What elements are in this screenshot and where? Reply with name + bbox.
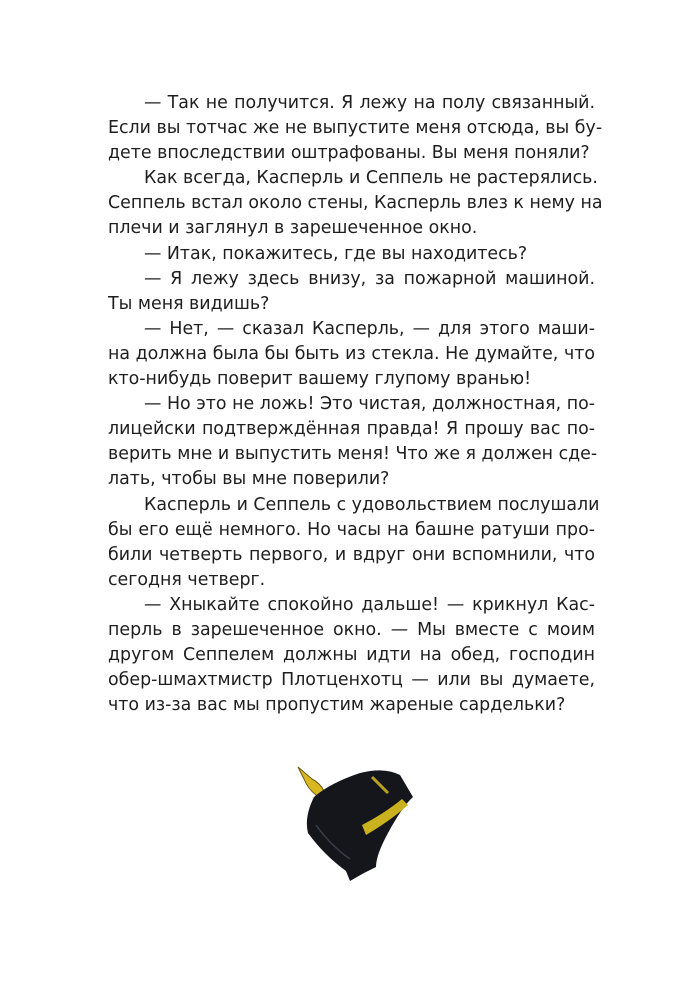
text-line: Сеппель встал около стены, Касперль влез к нему на — [108, 193, 603, 214]
text-line: что из-за вас мы пропустим жареные сардельки? — [108, 695, 566, 716]
text-line: лицейски подтверждённая правда! Я прошу вас по- — [108, 419, 595, 440]
text-line: дете впоследствии оштрафованы. Вы меня поняли? — [108, 143, 590, 164]
text-line: плечи и заглянул в зарешеченное окно. — [108, 218, 478, 239]
text-line: — Но это не ложь! Это чистая, должностная, по- — [144, 394, 595, 415]
text-line: бы его ещё немного. Но часы на башне ратуши про- — [108, 519, 595, 540]
text-line: — Итак, покажитесь, где вы находитесь? — [144, 243, 528, 264]
text-line: Как всегда, Касперль и Сеппель не растерялись. — [144, 168, 598, 189]
text-line: били четверть первого, и вдруг они вспомнили, что — [108, 544, 595, 565]
text-line: сегодня четверг. — [108, 569, 266, 590]
text-line: — Я лежу здесь внизу, за пожарной машиной. — [144, 268, 595, 289]
text-line: Если вы тотчас же не выпустите меня отсюда, вы бу- — [108, 118, 603, 139]
text-line: лать, чтобы вы мне поверили? — [108, 469, 390, 490]
book-page-text — [108, 91, 603, 718]
text-line: перль в зарешеченное окно. — Мы вместе с моим — [108, 619, 595, 640]
text-line: Касперль и Сеппель с удовольствием послушали — [144, 494, 600, 515]
text-line: на должна была бы быть из стекла. Не думайте, что — [108, 343, 595, 364]
police-helmet-illustration — [290, 755, 430, 890]
text-line: — Хныкайте спокойно дальше! — крикнул Кас- — [144, 594, 595, 615]
text-line: — Нет, — сказал Касперль, — для этого маши- — [144, 318, 595, 339]
text-line: обер-шмахтмистр Плотценхотц — или вы думаете, — [108, 670, 595, 691]
text-line: другом Сеппелем должны идти на обед, господин — [108, 645, 595, 666]
text-line: Ты меня видишь? — [108, 293, 270, 314]
text-line: — Так не получится. Я лежу на полу связанный. — [144, 93, 595, 113]
text-line: кто-нибудь поверит вашему глупому вранью! — [108, 369, 532, 390]
text-line: верить мне и выпустить меня! Что же я должен сде- — [108, 444, 598, 465]
